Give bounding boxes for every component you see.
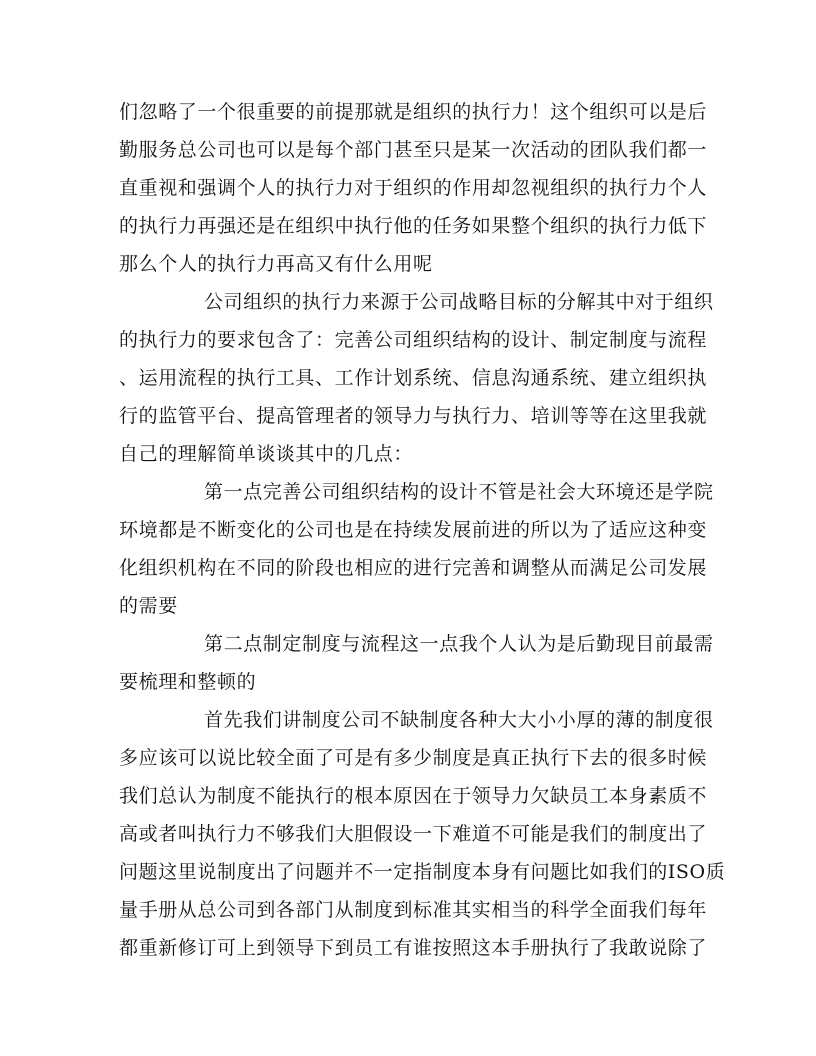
text-line-19: 我们总认为制度不能执行的根本原因在于领导力欠缺员工本身素质不 — [119, 785, 708, 807]
text-line-20: 高或者叫执行力不够我们大胆假设一下难道不可能是我们的制度出了 — [119, 823, 708, 845]
paragraph-start-line-15: 第二点制定制度与流程这一点我个人认为是后勤现目前最需 — [204, 633, 714, 655]
text-line-9: 行的监管平台、提高管理者的领导力与执行力、培训等等在这里我就 — [119, 405, 708, 427]
paragraph-start-line-17: 首先我们讲制度公司不缺制度各种大大小小厚的薄的制度很 — [204, 709, 714, 731]
text-line-16: 要梳理和整顿的 — [119, 671, 257, 693]
paragraph-start-line-6: 公司组织的执行力来源于公司战略目标的分解其中对于组织 — [204, 291, 714, 313]
text-line-13: 化组织机构在不同的阶段也相应的进行完善和调整从而满足公司发展 — [119, 557, 708, 579]
text-line-12: 环境都是不断变化的公司也是在持续发展前进的所以为了适应这种变 — [119, 519, 708, 541]
text-line-5: 那么个人的执行力再高又有什么用呢 — [119, 253, 433, 275]
text-line-18: 多应该可以说比较全面了可是有多少制度是真正执行下去的很多时候 — [119, 747, 708, 769]
text-line-7: 的执行力的要求包含了：完善公司组织结构的设计、制定制度与流程 — [119, 329, 708, 351]
text-line-4: 的执行力再强还是在组织中执行他的任务如果整个组织的执行力低下 — [119, 215, 708, 237]
text-line-10: 自己的理解简单谈谈其中的几点： — [119, 443, 414, 465]
text-line-21: 问题这里说制度出了问题并不一定指制度本身有问题比如我们的ISO质 — [119, 861, 726, 883]
text-line-23: 都重新修订可上到领导下到员工有谁按照这本手册执行了我敢说除了 — [119, 937, 708, 959]
paragraph-start-line-11: 第一点完善公司组织结构的设计不管是社会大环境还是学院 — [204, 481, 714, 503]
text-line-22: 量手册从总公司到各部门从制度到标准其实相当的科学全面我们每年 — [119, 899, 708, 921]
text-line-1: 们忽略了一个很重要的前提那就是组织的执行力！这个组织可以是后 — [119, 101, 708, 123]
text-line-14: 的需要 — [119, 595, 178, 617]
text-line-2: 勤服务总公司也可以是每个部门甚至只是某一次活动的团队我们都一 — [119, 139, 708, 161]
text-line-8: 、运用流程的执行工具、工作计划系统、信息沟通系统、建立组织执 — [119, 367, 708, 389]
text-line-3: 直重视和强调个人的执行力对于组织的作用却忽视组织的执行力个人 — [119, 177, 708, 199]
